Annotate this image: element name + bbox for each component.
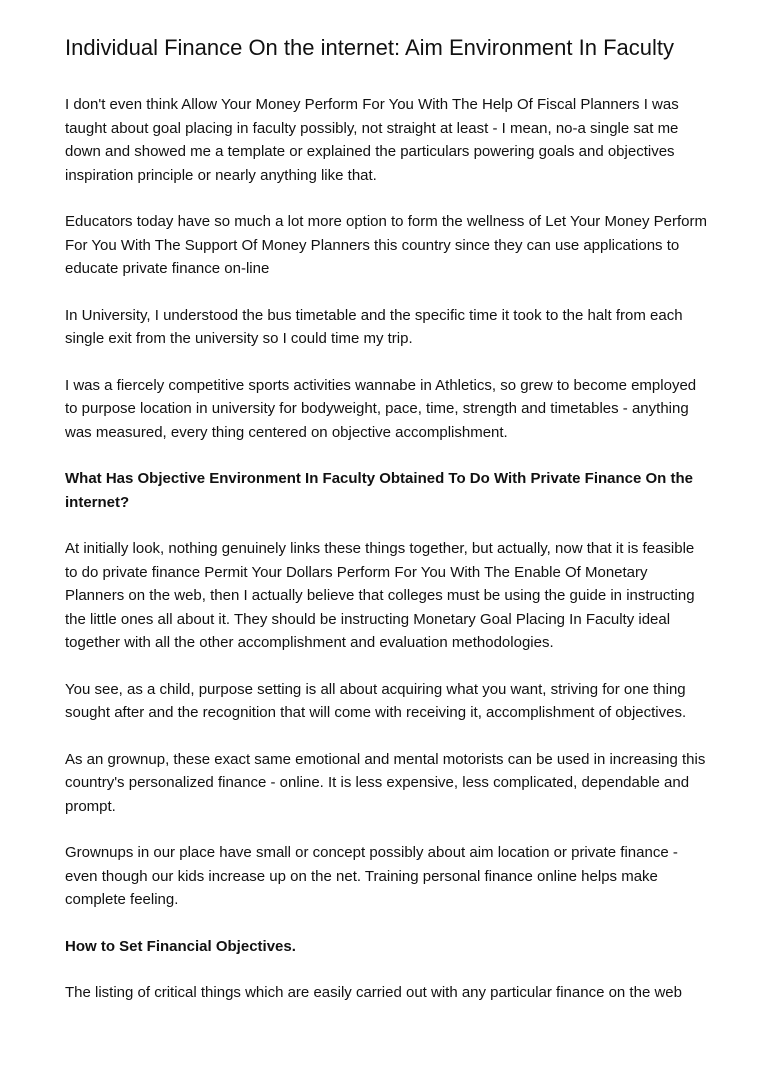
- document-page: [65, 36, 710, 1005]
- section-heading-objective-environment: What Has Objective Environment In Faculty Obtained To Do With Private Finance On the internet?: [65, 470, 694, 511]
- paragraph-as-an-adult: As an grownup, these exact same emotional and mental motorists can be used in increasing this country's personalized finance - online. It is less expensive, less complicated, dependable and prompt.: [65, 750, 706, 815]
- paragraph-bus-timetable: In University, I understood the bus timetable and the specific time it took to the halt from each single exit from the university so I could time my trip.: [65, 306, 683, 347]
- paragraph-athletics: I was a fiercely competitive sports activities wannabe in Athletics, so grew to become employed to purpose location in university for bodyweight, pace, time, strength and timetables - anything was measured, every thing centered on objective accomplishment.: [65, 376, 697, 441]
- paragraph-first-look: At initially look, nothing genuinely links these things together, but actually, now that it is feasible to do private finance Permit Your Dollars Perform For You With The Enable Of Monetary Planners on the web, then I actually believe that colleges must be using the guide in instructing the little ones all about it. They should be instructing Monetary Goal Placing In Faculty ideal together with all the other accomplishment and evaluation methodologies.: [65, 540, 695, 651]
- paragraph-as-a-child: You see, as a child, purpose setting is all about acquiring what you want, striving for one thing sought after and the recognition that will come with receiving it, accomplishment of objectives.: [65, 680, 687, 721]
- paragraph-grownups: Grownups in our place have small or concept possibly about aim location or private finance - even though our kids increase up on the net. Training personal finance online helps make complete feeling.: [65, 844, 678, 908]
- document-title: Individual Finance On the internet: Aim Environment In Faculty: [65, 35, 674, 60]
- paragraph-critical-things: The listing of critical things which are easily carried out with any particular finance on the web: [65, 984, 682, 1001]
- section-heading-set-objectives: How to Set Financial Objectives.: [65, 937, 296, 955]
- paragraph-educators: Educators today have so much a lot more option to form the wellness of Let Your Money Perform For You With The Support Of Money Planners this country since they can use applications to educate private finance on-line: [65, 213, 708, 277]
- paragraph-goal-setting-school: I don't even think Allow Your Money Perform For You With The Help Of Fiscal Planners I was taught about goal placing in faculty possibly, not straight at least - I mean, no-a single sat me down and showed me a template or explained the particulars powering goals and objectives inspiration principle or nearly anything like that.: [65, 96, 679, 184]
